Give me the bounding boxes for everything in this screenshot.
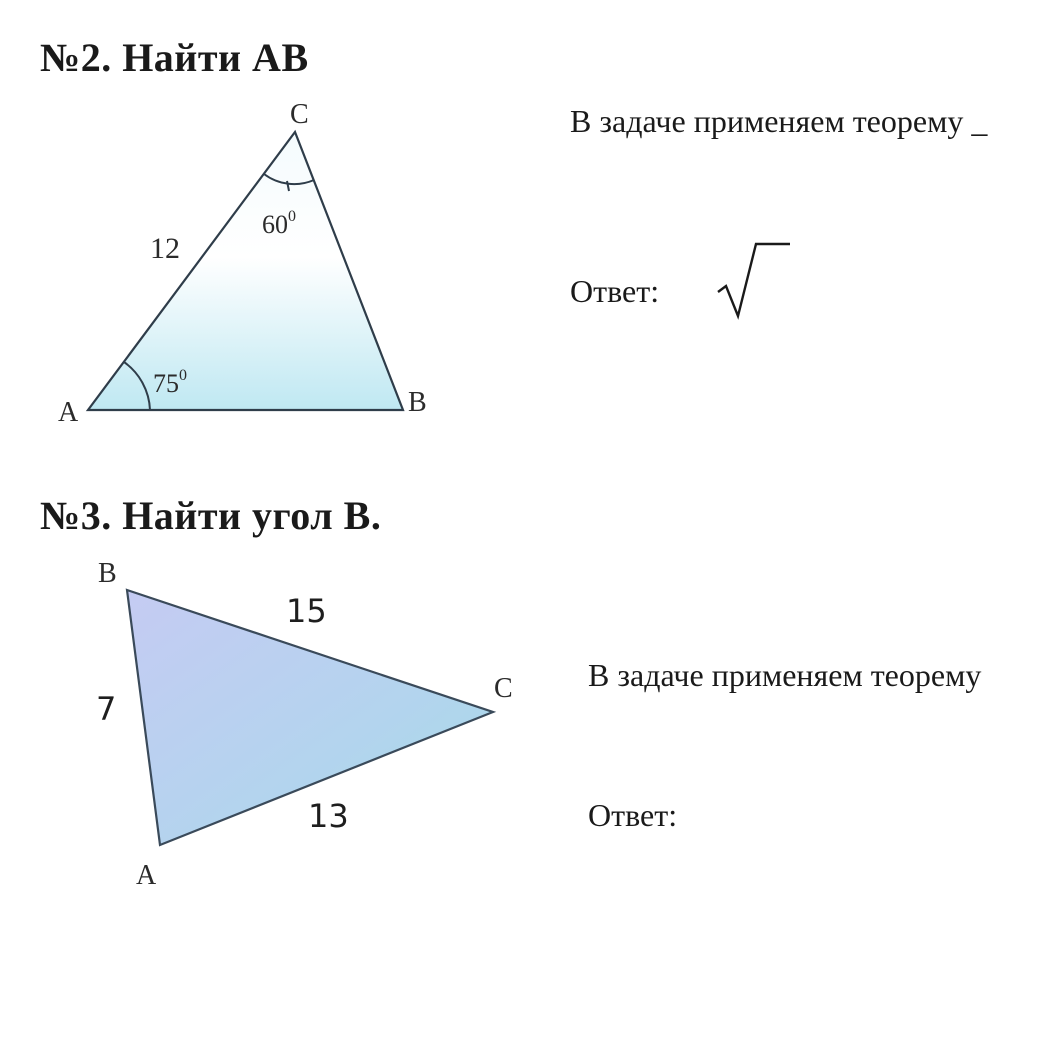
side-ac-label-2: 12	[150, 232, 180, 265]
answer-label-2: Ответ:	[570, 273, 660, 309]
problem-2-title: №2. Найти АВ	[40, 35, 309, 80]
vertex-a-label-2: A	[58, 397, 79, 428]
side-bc-label-3: 15	[286, 592, 327, 630]
angle-c-degree: 0	[288, 208, 296, 225]
problem-3-title: №3. Найти угол В.	[40, 493, 382, 538]
vertex-b-label-3: B	[98, 558, 117, 589]
side-ac-label-3: 13	[308, 797, 349, 835]
angle-a-value: 75	[153, 369, 179, 398]
theorem-prompt-2: В задаче применяем теорему _	[570, 103, 988, 139]
side-ab-label-3: 7	[96, 690, 117, 728]
vertex-c-label-3: C	[494, 673, 513, 704]
angle-a-degree: 0	[179, 367, 187, 384]
vertex-b-label-2: B	[408, 387, 427, 418]
theorem-prompt-3: В задаче применяем теорему	[588, 657, 982, 693]
angle-c-value: 60	[262, 210, 288, 239]
triangle-abc-2	[88, 132, 403, 410]
vertex-a-label-3: A	[136, 860, 157, 891]
vertex-c-label-2: C	[290, 99, 309, 130]
square-root-icon	[718, 244, 790, 316]
answer-label-3: Ответ:	[588, 797, 678, 833]
